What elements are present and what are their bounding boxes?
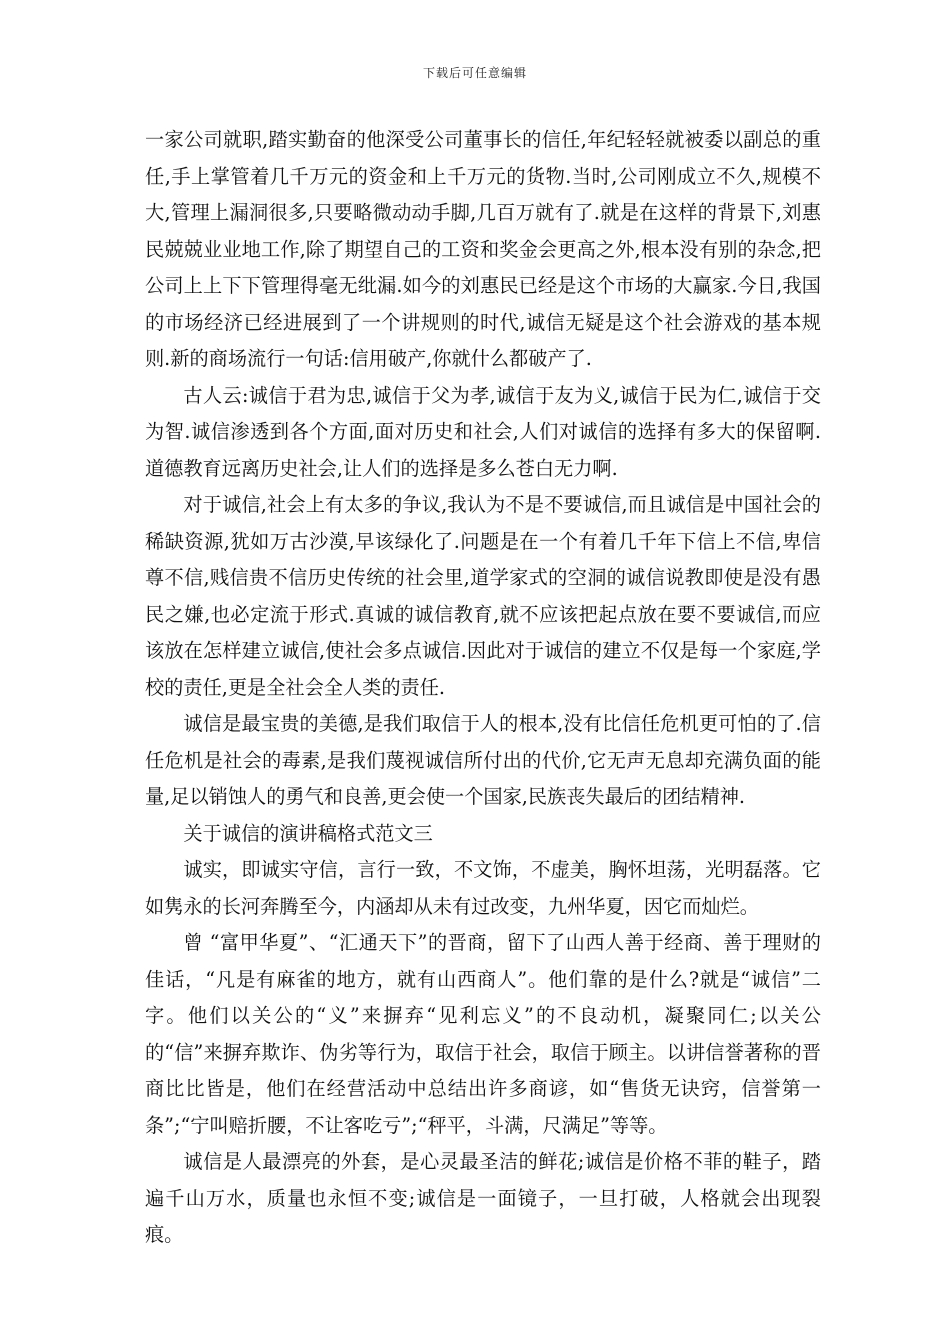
section-heading: 关于诚信的演讲稿格式范文三 xyxy=(183,821,433,845)
paragraph: 诚信是人最漂亮的外套，是心灵最圣洁的鲜花;诚信是价格不菲的鞋子，踏遍千山万水，质量也永恒不变;诚信是一面镜子，一旦打破，人格就会出现裂痕。 xyxy=(145,1150,821,1246)
paragraph: 对于诚信,社会上有太多的争议,我认为不是不要诚信,而且诚信是中国社会的稀缺资源,犹如万古沙漠,早该绿化了.问题是在一个有着几千年下信上不信,卑信尊不信,贱信贵不信历史传统的社会里,道学家式的空洞的诚信说教即使是没有愚民之嫌,也必定流于形式.真诚的诚信教育,就不应该把起点放在要不要诚信,而应该放在怎样建立诚信,使社会多点诚信.因此对于诚信的建立不仅是每一个家庭,学校的责任,更是全社会全人类的责任. xyxy=(145,493,821,699)
paragraph: 曾 “富甲华夏”、“汇通天下”的晋商，留下了山西人善于经商、善于理财的佳话，“凡是有麻雀的地方，就有山西商人”。他们靠的是什么?就是“诚信”二字。他们以关公的“义”来摒弃“见利忘义”的不良动机，凝聚同仁;以关公的“信”来摒弃欺诈、伪劣等行为，取信于社会，取信于顾主。以讲信誉著称的晋商比比皆是，他们在经营活动中总结出许多商谚，如“售货无诀窍，信誉第一条”;“宁叫赔折腰，不让客吃亏”;“秤平，斗满，尺满足”等等。 xyxy=(145,931,821,1137)
page-header: 下载后可任意编辑 xyxy=(422,66,527,80)
paragraph: 古人云:诚信于君为忠,诚信于父为孝,诚信于友为义,诚信于民为仁,诚信于交为智.诚信渗透到各个方面,面对历史和社会,人们对诚信的选择有多大的保留啊.道德教育远离历史社会,让人们的选择是多么苍白无力啊. xyxy=(145,383,821,480)
paragraph: 诚实，即诚实守信，言行一致，不文饰，不虚美，胸怀坦荡，光明磊落。它如隽永的长河奔腾至今，内涵却从未有过改变，九州华夏，因它而灿烂。 xyxy=(145,858,821,918)
paragraph: 一家公司就职,踏实勤奋的他深受公司董事长的信任,年纪轻轻就被委以副总的重任,手上掌管着几千万元的资金和上千万元的货物.当时,公司刚成立不久,规模不大,管理上漏洞很多,只要略微动动手脚,几百万就有了.就是在这样的背景下,刘惠民兢兢业业地工作,除了期望自己的工资和奖金会更高之外,根本没有别的杂念,把公司上上下下管理得毫无纰漏.如今的刘惠民已经是这个市场的大赢家.今日,我国的市场经济已经进展到了一个讲规则的时代,诚信无疑是这个社会游戏的基本规则.新的商场流行一句话:信用破产,你就什么都破产了. xyxy=(145,128,821,370)
paragraph: 诚信是最宝贵的美德,是我们取信于人的根本,没有比信任危机更可怕的了.信任危机是社会的毒素,是我们蔑视诚信所付出的代价,它无声无息却充满负面的能量,足以销蚀人的勇气和良善,更会使一个国家,民族丧失最后的团结精神. xyxy=(145,712,821,808)
document-body xyxy=(145,122,821,1254)
